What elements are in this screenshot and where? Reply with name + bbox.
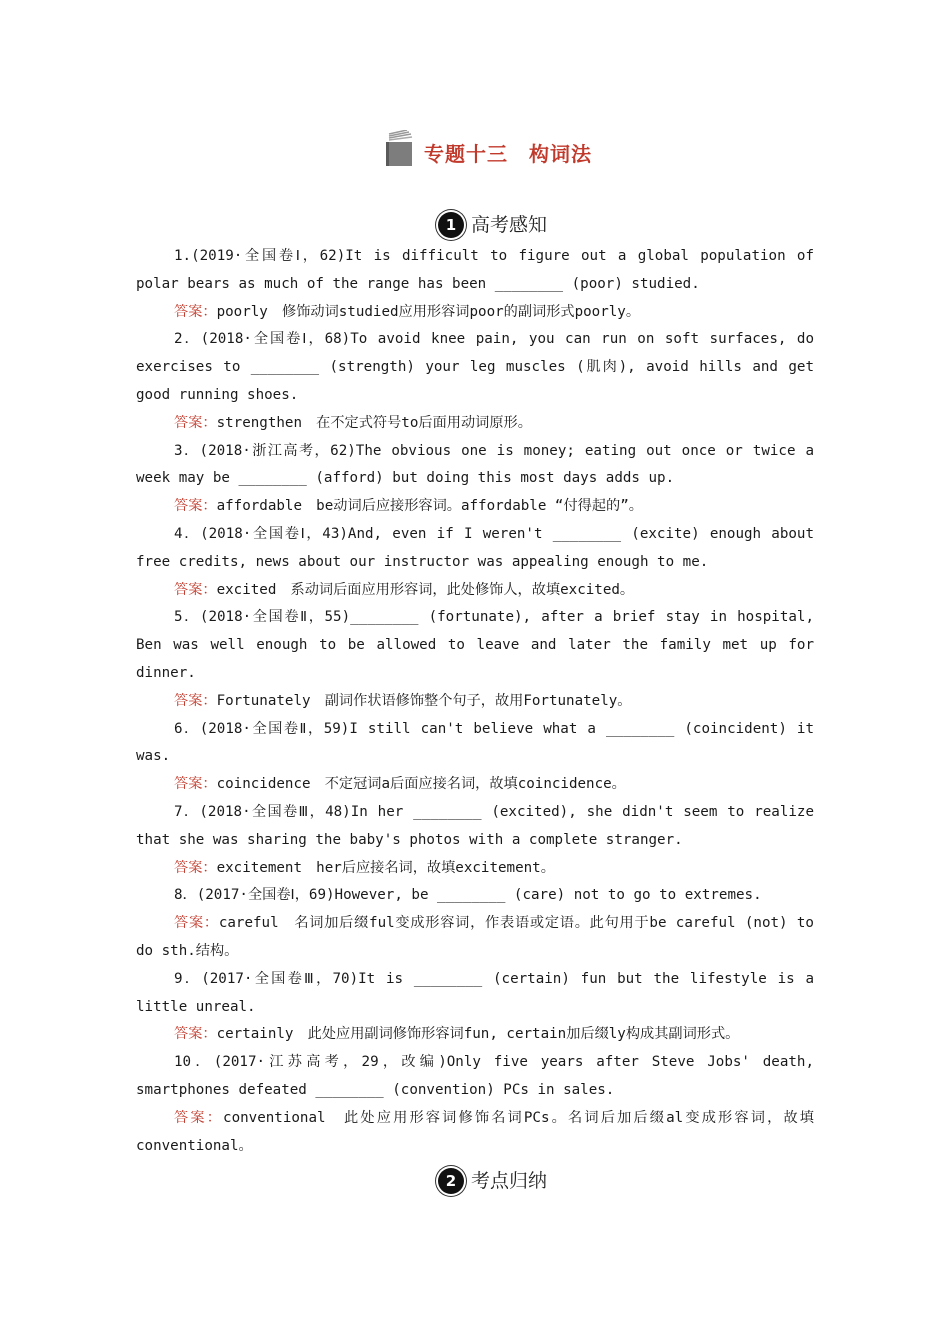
question-text: 7．(2018·全国卷Ⅲ，48)In her ________ (excited), she didn't seem to realize that she was sharing the baby's photos with a complete stranger. bbox=[136, 803, 814, 848]
question-text: 3．(2018·浙江高考，62)The obvious one is money; eating out once or twice a week may be ________ (afford) but doing this most days adds up. bbox=[136, 442, 814, 487]
answer-text bbox=[136, 299, 814, 327]
answer-label: 答案： bbox=[174, 498, 217, 515]
answer-label: 答案： bbox=[174, 303, 217, 320]
section-heading-1 bbox=[438, 210, 588, 242]
question-text: 8．(2017·全国卷Ⅰ，69)However, be ________ (care) not to go to extremes. bbox=[174, 887, 762, 904]
question-list bbox=[136, 243, 814, 1160]
section-number-badge: 2 bbox=[438, 1168, 464, 1194]
answer-text bbox=[136, 410, 814, 438]
answer-explanation: Fortunately 副词作状语修饰整个句子，故用Fortunately。 bbox=[216, 692, 632, 709]
answer-text bbox=[136, 910, 814, 966]
book-icon bbox=[383, 130, 415, 166]
section-heading-2 bbox=[438, 1166, 588, 1198]
answer-explanation: poorly 修饰动词studied应用形容词poor的副词形式poorly。 bbox=[216, 303, 641, 320]
title-row bbox=[0, 124, 950, 172]
section-label: 高考感知 bbox=[471, 214, 548, 236]
answer-text bbox=[136, 1021, 814, 1049]
answer-explanation: conventional 此处应用形容词修饰名词PCs。名词后加后缀al变成形容词，故填conventional。 bbox=[136, 1109, 814, 1154]
question-text: 4．(2018·全国卷Ⅰ，43)And, even if I weren't ________ (excite) enough about free credits, news about our instructor was appealing enough to me. bbox=[136, 525, 814, 570]
answer-label: 答案： bbox=[174, 859, 217, 876]
answer-explanation: affordable be动词后应接形容词。affordable “付得起的”。 bbox=[216, 498, 643, 515]
answer-text bbox=[136, 688, 814, 716]
answer-text bbox=[136, 771, 814, 799]
answer-label: 答案： bbox=[174, 414, 217, 431]
section-label: 考点归纳 bbox=[471, 1170, 548, 1192]
answer-label: 答案： bbox=[174, 581, 217, 598]
question-text: 1.(2019·全国卷Ⅰ，62)It is difficult to figure out a global population of polar bears as much of the range has been ________ (poor) studied. bbox=[136, 248, 814, 292]
answer-explanation: excitement her后应接名词，故填excitement。 bbox=[216, 859, 555, 876]
answer-text bbox=[136, 855, 814, 883]
question-text: 6．(2018·全国卷Ⅱ，59)I still can't believe what a ________ (coincident) it was. bbox=[136, 720, 814, 765]
answer-explanation: certainly 此处应用副词修饰形容词fun, certain加后缀ly构成其副词形式。 bbox=[216, 1026, 740, 1043]
answer-explanation: careful 名词加后缀ful变成形容词，作表语或定语。此句用于be careful (not) to do sth.结构。 bbox=[136, 915, 814, 959]
answer-text bbox=[136, 577, 814, 605]
answer-label: 答案： bbox=[174, 776, 217, 793]
answer-label: 答案： bbox=[174, 692, 217, 709]
answer-label: 答案： bbox=[174, 915, 219, 932]
answer-explanation: strengthen 在不定式符号to后面用动词原形。 bbox=[216, 414, 532, 431]
answer-label: 答案： bbox=[174, 1026, 217, 1043]
question-text: 5．(2018·全国卷Ⅱ，55)________ (fortunate), after a brief stay in hospital, Ben was well enough to be allowed to leave and later the family met up for dinner. bbox=[136, 609, 814, 681]
page-title: 专题十三 构词法 bbox=[424, 142, 592, 166]
question-text: 10．(2017·江苏高考，29，改编)Only five years after Steve Jobs' death, smartphones defeated ________ (convention) PCs in sales. bbox=[136, 1054, 814, 1098]
answer-text bbox=[136, 493, 814, 521]
section-number-badge: 1 bbox=[438, 212, 464, 238]
answer-text bbox=[136, 1105, 814, 1161]
answer-explanation: coincidence 不定冠词a后面应接名词，故填coincidence。 bbox=[216, 776, 626, 793]
answer-explanation: excited 系动词后面应用形容词，此处修饰人，故填excited。 bbox=[216, 581, 635, 598]
question-text: 9．(2017·全国卷Ⅲ，70)It is ________ (certain) fun but the lifestyle is a little unreal. bbox=[136, 970, 814, 1015]
answer-label: 答案： bbox=[174, 1109, 224, 1126]
question-text: 2．(2018·全国卷Ⅰ，68)To avoid knee pain, you can run on soft surfaces, do exercises to ________ (strength) your leg muscles (肌肉), avoid hills and get good running shoes. bbox=[136, 331, 814, 403]
